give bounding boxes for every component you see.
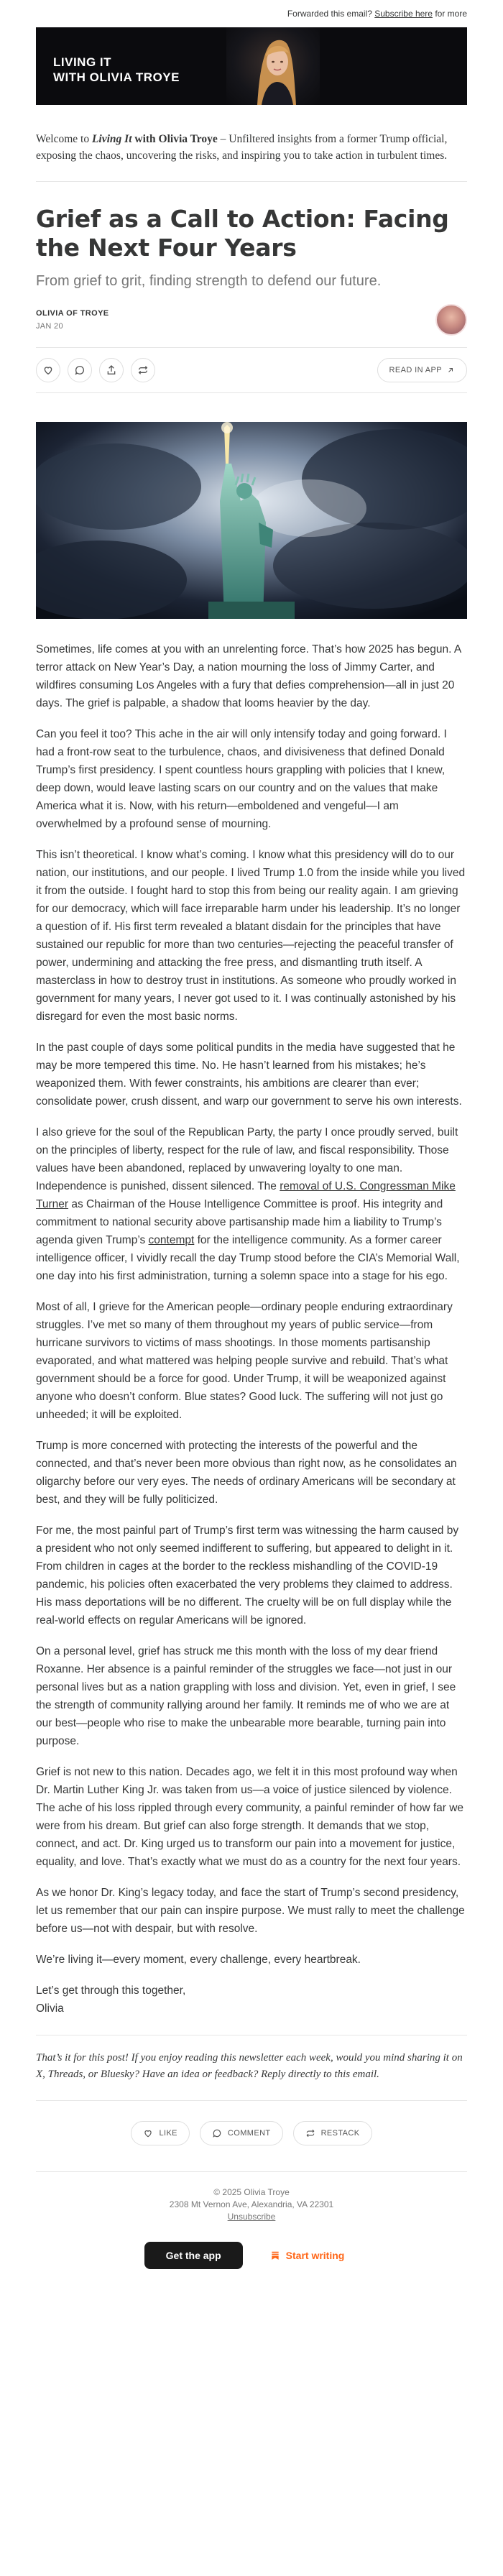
- post-subtitle: From grief to grit, finding strength to defend our future.: [36, 273, 382, 289]
- comment-pill-button[interactable]: COMMENT: [200, 2121, 283, 2145]
- author-portrait: [251, 32, 302, 105]
- subscribe-link[interactable]: Subscribe here: [374, 9, 433, 19]
- paragraph: Grief is not new to this nation. Decades ago, we felt it in this most profound way when Dr. Martin Luther King Jr. was taken from us—a voice of justice silenced by violence. The ache of his loss rippled through every community, a painful reminder of how far we were from his dream. But grief can also forge strength. It demands that we stop, connect, and act. Dr. King urged us to transform our pain into a movement for justice, equality, and love. That’s exactly what we must do as a country for the next four years.: [36, 1766, 464, 1868]
- forward-text: Forwarded this email?: [287, 9, 372, 19]
- paragraph: As we honor Dr. King’s legacy today, and face the start of Trump’s second presidency, let us remember that our pain can inspire purpose. We must rally to meet the challenge before us—not with despair, but with resolve.: [36, 1887, 465, 1935]
- app-cta: [36, 2242, 467, 2269]
- like-button[interactable]: [36, 358, 60, 382]
- comment-icon: [212, 2128, 222, 2138]
- start-writing-button[interactable]: Start writing: [256, 2242, 359, 2269]
- share-button[interactable]: [99, 358, 124, 382]
- post-body: [36, 640, 467, 2018]
- get-app-button[interactable]: Get the app: [144, 2242, 243, 2269]
- closing-note: That’s it for this post! If you enjoy reading this newsletter each week, would you mind sharing it on X, Threads, or Bluesky? Have an idea or feedback? Reply directly to this email.: [36, 2035, 467, 2101]
- substack-logo-icon: [270, 2250, 280, 2260]
- contempt-link[interactable]: contempt: [148, 1234, 195, 1246]
- author-avatar[interactable]: [435, 304, 467, 336]
- author-name[interactable]: OLIVIA OF TROYE: [36, 309, 109, 318]
- paragraph: On a personal level, grief has struck me this month with the loss of my dear friend Roxanne. Her absence is a painful reminder of the struggles we face—not just in our personal lives but as a nation grappling with loss and division. Yet, even in grief, I see the strength of community rallying around her family. It reminds me of who we are at our best—people who rise to make the unbearable more bearable, turning pain into purpose.: [36, 1645, 456, 1747]
- comment-icon: [74, 364, 86, 376]
- heart-icon: [42, 364, 54, 376]
- restack-icon: [305, 2128, 315, 2138]
- comment-button[interactable]: [68, 358, 92, 382]
- share-icon: [106, 364, 117, 376]
- paragraph: Most of all, I grieve for the American people—ordinary people enduring extraordinary struggles. I’ve met so many of them throughout my years of public service—from hurricane survivors to victims of mass shootings. In those moments partisanship evaporated, and what mattered was helping people survive and rebuild. That’s what government should be a force for good. Under Trump, it will be weaponized against anyone who doesn’t conform. Blue states? Good luck. The suffering will not just go unheeded; it will be exploited.: [36, 1301, 453, 1421]
- paragraph: In the past couple of days some political pundits in the media have suggested that he may be more tempered this time. No. He hasn’t learned from his mistakes; he’s weaponized them. With fewer constraints, his ambitions are clearer than ever; consolidate power, crush dissent, and warp our government to serve his own interests.: [36, 1041, 462, 1108]
- footer: [36, 2171, 467, 2223]
- unsubscribe-link[interactable]: Unsubscribe: [227, 2212, 276, 2222]
- paragraph: I also grieve for the soul of the Republican Party, the party I once proudly served, built on the principles of liberty, respect for the rule of law, and fiscal responsibility. Those values have been abandoned, replaced by unwavering loyalty to one man. Independence is punished, dissent silenced. The removal of U.S. Congressman Mike Turner as Chairman of the House Intelligence Committee is proof. His integrity and commitment to national security above partisanship made him a liability to Trump’s agenda given Trump’s contempt for the intelligence community. As a former career intelligence officer, I vividly recall the day Trump stood before the CIA’s Memorial Wall, one day into his first administration, turning a solemn space into a stage for his ego.: [36, 1126, 460, 1282]
- read-in-app-button[interactable]: READ IN APP: [377, 358, 467, 382]
- restack-button[interactable]: [131, 358, 155, 382]
- banner-title: LIVING IT WITH OLIVIA TROYE: [53, 55, 180, 84]
- preheader: [36, 0, 467, 24]
- byline: [36, 304, 467, 336]
- mike-turner-link[interactable]: removal of U.S. Congressman Mike Turner: [36, 1180, 456, 1210]
- preheader-suffix: for more: [435, 9, 467, 19]
- heart-icon: [143, 2128, 153, 2138]
- post-title[interactable]: Grief as a Call to Action: Facing the Next Four Years: [36, 205, 449, 262]
- hero-image[interactable]: [36, 422, 467, 619]
- paragraph: This isn’t theoretical. I know what’s coming. I know what this presidency will do to our nation, our institutions, and our people. I lived Trump 1.0 from the inside while you lived it from the outside. I fought hard to stop this from being our reality again. I am grieving for our democracy, which will face irreparable harm under his leadership. It’s no longer a question of if. His first term revealed a blatant disdain for the principles that have sustained our republic for more than two centuries—rejecting the peaceful transfer of power, undermining and attacking the free press, and dismantling truth itself. A masterclass in how to destroy trust in institutions. As someone who proudly worked in government for many years, I never got used to it. I was continually astonished by his disregard for even the most basic norms.: [36, 849, 466, 1023]
- signoff: Let’s get through this together, Olivia: [36, 1984, 186, 2015]
- email-container: [36, 0, 467, 2269]
- paragraph: Can you feel it too? This ache in the air will only intensify today and going forward. I had a front-row seat to the turbulence, chaos, and divisiveness that defined Donald Trump’s first presidency. I spent countless hours grappling with policies that I knew, deep down, would leave lasting scars on our country and on the values that make America what it is. Now, with his return—emboldened and vengeful—I am overwhelmed by a profound sense of mourning.: [36, 728, 447, 830]
- paragraph: We’re living it—every moment, every challenge, every heartbreak.: [36, 1954, 361, 1966]
- post-action-bar: [36, 347, 467, 393]
- post-date: JAN 20: [36, 322, 63, 331]
- paragraph: Trump is more concerned with protecting the interests of the powerful and the connected, and that’s never been more obvious than right now, as he consolidates an oligarchy before our very eyes. The needs of ordinary Americans will be secondary at best, and they will be fully politicized.: [36, 1440, 457, 1506]
- external-link-icon: [446, 366, 455, 374]
- paragraph: For me, the most painful part of Trump’s first term was witnessing the harm caused by a president who not only seemed indifferent to suffering, but appeared to delight in it. From children in cages at the border to the reckless mishandling of the COVID-19 pandemic, his policies often exacerbated the very problems they claimed to address. His mass deportations will be no different. The cruelty will be on full display while the real-world effects on regular Americans will be ignored.: [36, 1524, 459, 1627]
- copyright: © 2025 Olivia Troye: [213, 2187, 290, 2197]
- bottom-actions: [36, 2121, 467, 2145]
- like-pill-button[interactable]: LIKE: [131, 2121, 189, 2145]
- welcome-text: Welcome to Living It with Olivia Troye – Unfiltered insights from a former Trump official, exposing the chaos, uncovering the risks, and inspiring you to take action in turbulent times.: [36, 131, 467, 182]
- publication-banner[interactable]: [36, 27, 467, 105]
- restack-pill-button[interactable]: RESTACK: [293, 2121, 372, 2145]
- address: 2308 Mt Vernon Ave, Alexandria, VA 22301: [169, 2199, 334, 2209]
- statue-of-liberty-image: [36, 422, 467, 619]
- restack-icon: [137, 364, 149, 376]
- paragraph: Sometimes, life comes at you with an unrelenting force. That’s how 2025 has begun. A terror attack on New Year’s Day, a nation mourning the loss of Jimmy Carter, and wildfires consuming Los Angeles with a fury that defies comprehension—all in just 20 days. The grief is palpable, a shadow that looms heavier by the day.: [36, 643, 461, 709]
